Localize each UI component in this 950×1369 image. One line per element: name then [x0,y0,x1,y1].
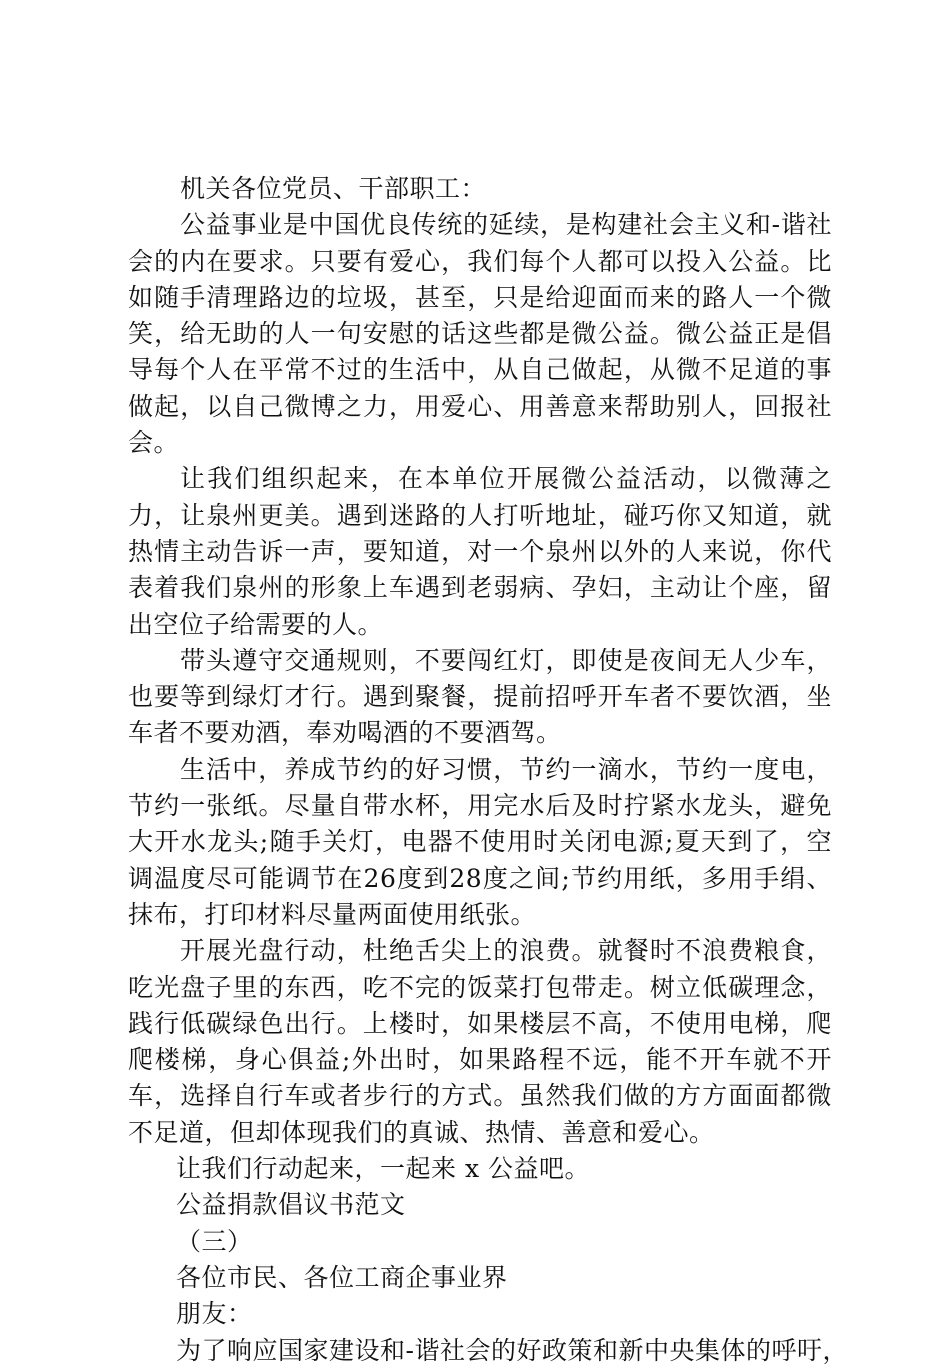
paragraph-1: 公益事业是中国优良传统的延续，是构建社会主义和-谐社会的内在要求。只要有爱心，我们每个人都可以投入公益。比如随手清理路边的垃圾，甚至，只是给迎面而来的路人一个微笑，给无助的人一句安慰的话这些都是微公益。微公益正是倡导每个人在平常不过的生活中，从自己做起，从微不足道的事做起，以自己微博之力，用爱心、用善意来帮助别人，回报社会。 [128,210,832,458]
next-salutation-line-2: 朋友： [176,1299,253,1329]
paragraph-3: 带头遵守交通规则，不要闯红灯，即使是夜间无人少车，也要等到绿灯才行。遇到聚餐，提前招呼开车者不要饮酒，坐车者不要劝酒，奉劝喝酒的不要酒驾。 [128,645,832,748]
paragraph-2: 让我们组织起来，在本单位开展微公益活动，以微薄之力，让泉州更美。遇到迷路的人打听地址，碰巧你又知道，就热情主动告诉一声，要知道，对一个泉州以外的人来说，你代表着我们泉州的形象上车遇到老弱病、孕妇，主动让个座，留出空位子给需要的人。 [128,464,832,639]
paragraph-4: 生活中，养成节约的好习惯，节约一滴水，节约一度电，节约一张纸。尽量自带水杯，用完水后及时拧紧水龙头，避免大开水龙头;随手关灯，电器不使用时关闭电源;夏天到了，空调温度尽可能调节在26度到28度之间;节约用纸，多用手绢、抹布，打印材料尽量两面使用纸张。 [128,754,832,929]
next-first-line: 为了响应国家建设和-谐社会的好政策和新中央集体的呼吁， [176,1335,848,1365]
document-body [128,171,848,1369]
salutation: 机关各位党员、干部职工： [180,174,487,203]
next-document-number: （三） [176,1226,253,1256]
closing-line: 让我们行动起来，一起来 x 公益吧。 [176,1154,590,1184]
next-salutation-line-1: 各位市民、各位工商企事业界 [176,1262,508,1292]
next-document-title: 公益捐款倡议书范文 [176,1190,406,1220]
paragraph-5: 开展光盘行动，杜绝舌尖上的浪费。就餐时不浪费粮食，吃光盘子里的东西，吃不完的饭菜打包带走。树立低碳理念，践行低碳绿色出行。上楼时，如果楼层不高，不使用电梯，爬爬楼梯，身心俱益;外出时，如果路程不远，能不开车就不开车，选择自行车或者步行的方式。虽然我们做的方方面面都微不足道，但却体现我们的真诚、热情、善意和爱心。 [128,936,832,1147]
